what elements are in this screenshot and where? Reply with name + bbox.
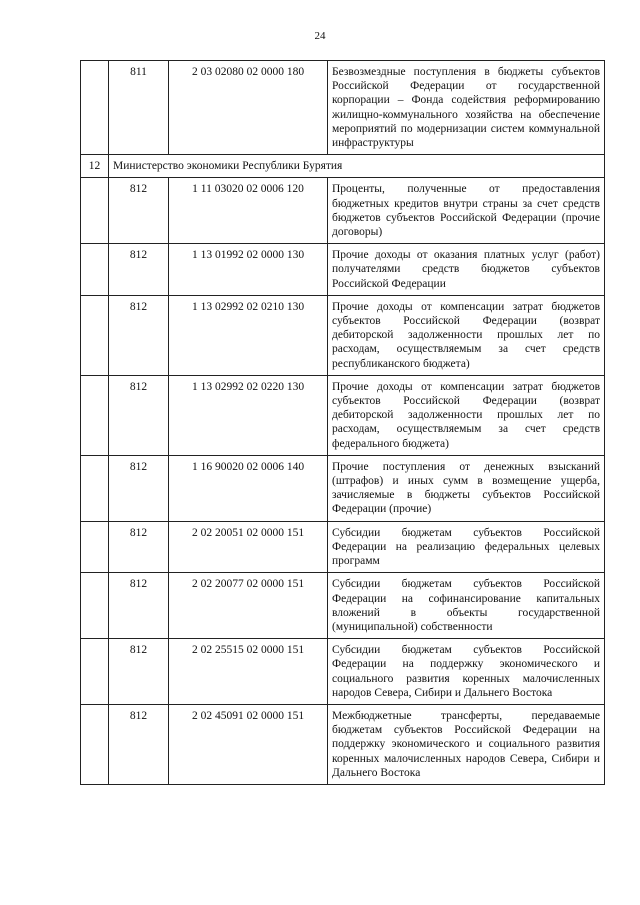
admin-code-cell: 812: [109, 573, 169, 639]
row-number-cell: [81, 295, 109, 375]
admin-code-cell: 812: [109, 178, 169, 244]
table-row: [81, 521, 605, 573]
admin-code-cell: 812: [109, 295, 169, 375]
description-cell: Проценты, полученные от предоставления бюджетных кредитов внутри страны за счет средств бюджетов субъектов Российской Федерации (прочие договоры): [328, 178, 605, 244]
description-cell: Прочие поступления от денежных взысканий (штрафов) и иных сумм в возмещение ущерба, зачисляемые в бюджеты субъектов Российской Федерации (прочие): [328, 455, 605, 521]
budget-code-cell: 2 02 20051 02 0000 151: [169, 521, 328, 573]
budget-code-cell: 2 02 45091 02 0000 151: [169, 704, 328, 784]
ministry-title-cell: Министерство экономики Республики Бурятия: [109, 155, 605, 178]
admin-code-cell: 811: [109, 61, 169, 155]
description-cell: Безвозмездные поступления в бюджеты субъектов Российской Федерации от государственной корпорации – Фонда содействия реформированию жилищно-коммунального хозяйства на обеспечение мероприятий по модернизации систем коммунальной инфраструктуры: [328, 61, 605, 155]
page-number: 24: [314, 30, 326, 42]
row-number-cell: [81, 61, 109, 155]
table-row: [81, 244, 605, 296]
table-row: [81, 704, 605, 784]
budget-code-cell: 2 02 20077 02 0000 151: [169, 573, 328, 639]
table-row: [81, 639, 605, 705]
budget-code-cell: 1 13 02992 02 0220 130: [169, 375, 328, 455]
budget-revenue-table: [80, 60, 605, 785]
description-cell: Прочие доходы от компенсации затрат бюджетов субъектов Российской Федерации (возврат дебиторской задолженности прошлых лет по расходам, осуществляемым за счет средств федерального бюджета): [328, 375, 605, 455]
budget-code-cell: 1 11 03020 02 0006 120: [169, 178, 328, 244]
admin-code-cell: 812: [109, 375, 169, 455]
row-number-cell: [81, 178, 109, 244]
table-row: [81, 295, 605, 375]
table-row: [81, 375, 605, 455]
row-number-cell: [81, 375, 109, 455]
budget-code-cell: 1 13 01992 02 0000 130: [169, 244, 328, 296]
table-row: [81, 178, 605, 244]
budget-code-cell: 1 13 02992 02 0210 130: [169, 295, 328, 375]
ministry-header-row: [81, 155, 605, 178]
table-row: [81, 61, 605, 155]
description-cell: Субсидии бюджетам субъектов Российской Федерации на реализацию федеральных целевых программ: [328, 521, 605, 573]
row-number-cell: [81, 244, 109, 296]
admin-code-cell: 812: [109, 521, 169, 573]
ministry-number-cell: 12: [81, 155, 109, 178]
admin-code-cell: 812: [109, 244, 169, 296]
admin-code-cell: 812: [109, 639, 169, 705]
table-row: [81, 455, 605, 521]
table-row: [81, 573, 605, 639]
description-cell: Субсидии бюджетам субъектов Российской Федерации на софинансирование капитальных вложений в объекты государственной (муниципальной) собственности: [328, 573, 605, 639]
row-number-cell: [81, 573, 109, 639]
description-cell: Прочие доходы от компенсации затрат бюджетов субъектов Российской Федерации (возврат дебиторской задолженности прошлых лет по расходам, осуществляемым за счет средств республиканского бюджета): [328, 295, 605, 375]
budget-code-cell: 2 03 02080 02 0000 180: [169, 61, 328, 155]
row-number-cell: [81, 639, 109, 705]
admin-code-cell: 812: [109, 455, 169, 521]
description-cell: Прочие доходы от оказания платных услуг (работ) получателями средств бюджетов субъектов Российской Федерации: [328, 244, 605, 296]
budget-code-cell: 2 02 25515 02 0000 151: [169, 639, 328, 705]
row-number-cell: [81, 521, 109, 573]
description-cell: Субсидии бюджетам субъектов Российской Федерации на поддержку экономического и социального развития коренных малочисленных народов Севера, Сибири и Дальнего Востока: [328, 639, 605, 705]
description-cell: Межбюджетные трансферты, передаваемые бюджетам субъектов Российской Федерации на поддержку экономического и социального развития коренных малочисленных народов Севера, Сибири и Дальнего Востока: [328, 704, 605, 784]
row-number-cell: [81, 704, 109, 784]
budget-code-cell: 1 16 90020 02 0006 140: [169, 455, 328, 521]
row-number-cell: [81, 455, 109, 521]
admin-code-cell: 812: [109, 704, 169, 784]
